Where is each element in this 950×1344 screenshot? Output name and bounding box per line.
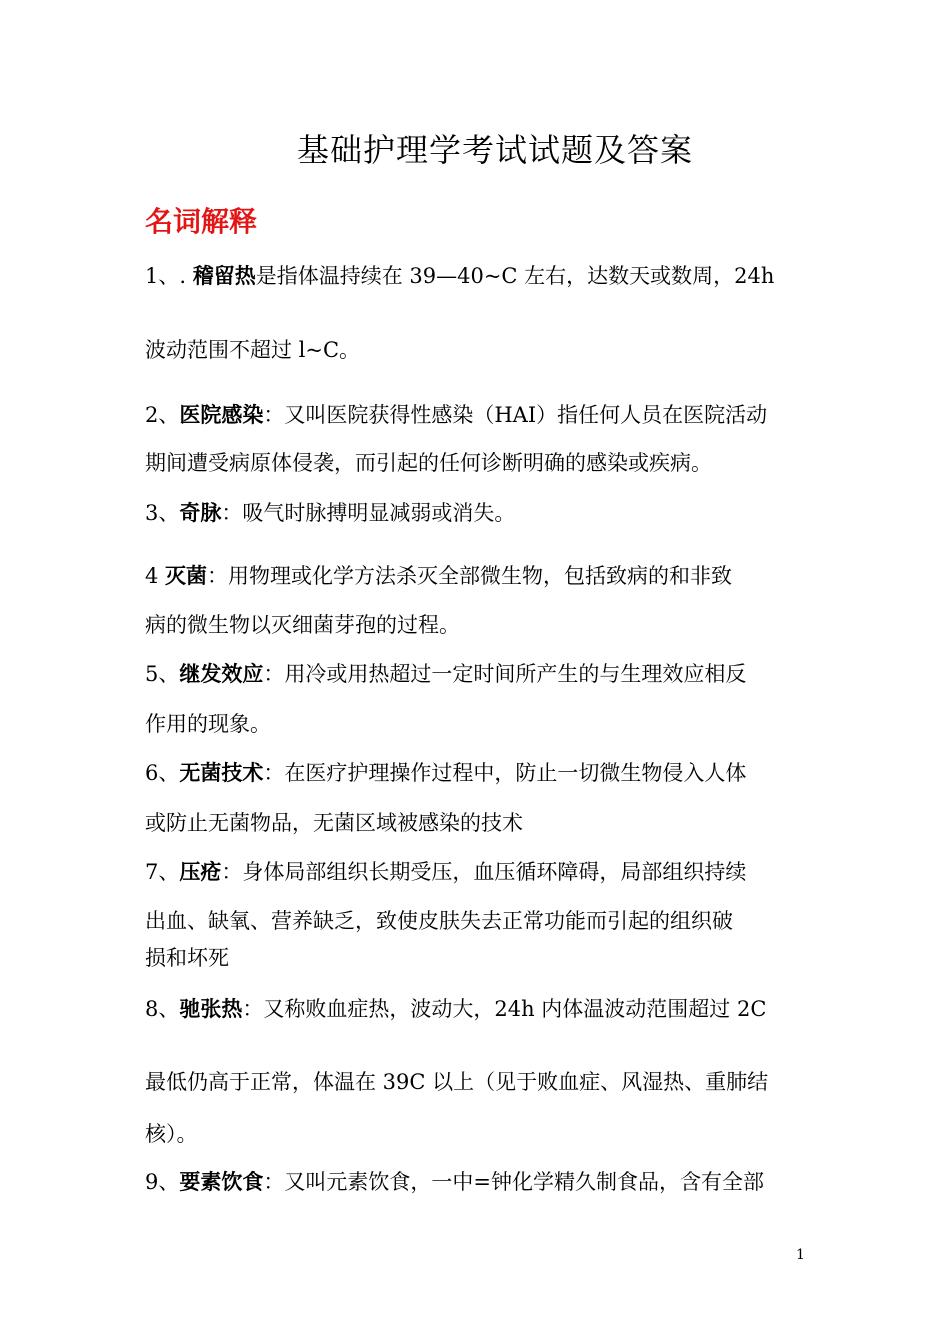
entry-6-line-2: 或防止无菌物品，无菌区域被感染的技术 — [145, 811, 523, 835]
entry-number: 5、 — [145, 662, 180, 686]
entry-term: 无菌技术 — [179, 761, 264, 785]
entry-text: ：身体局部组织长期受压，血压循环障碍，局部组织持续 — [221, 860, 747, 884]
entry-term: 压疮 — [179, 860, 222, 884]
entry-text: ：又称败血症热，波动大，24h 内体温波动范围超过 2C — [242, 997, 767, 1021]
entry-text: ：在医疗护理操作过程中，防止一切微生物侵入人体 — [263, 761, 747, 785]
entry-6-line-1 — [145, 758, 815, 788]
entry-8-line-2: 最低仍高于正常，体温在 39C 以上（见于败血症、风湿热、重肺结 — [145, 1070, 769, 1094]
entry-term: 灭菌 — [165, 564, 208, 588]
entry-text: ：用冷或用热超过一定时间所产生的与生理效应相反 — [263, 662, 747, 686]
entry-term: 继发效应 — [179, 662, 264, 686]
entry-2-line-2: 期间遭受病原体侵袭，而引起的任何诊断明确的感染或疾病。 — [145, 451, 712, 475]
entry-text: ：吸气时脉搏明显减弱或消失。 — [221, 501, 516, 525]
entry-number: 8、 — [145, 997, 180, 1021]
entry-term: 驰张热 — [179, 997, 243, 1021]
page-number: 1 — [796, 1247, 805, 1263]
entry-7-line-3: 损和坏死 — [145, 946, 229, 970]
entry-7-line-2: 出血、缺氧、营养缺乏，致使皮肤失去正常功能而引起的组织破 — [145, 909, 733, 933]
entry-9-line-1 — [145, 1167, 815, 1197]
entry-5-line-1 — [145, 659, 815, 689]
entry-term: 医院感染 — [179, 403, 264, 427]
entry-8-line-3: 核）。 — [145, 1122, 198, 1146]
entry-number: 1、. — [145, 264, 193, 288]
document-title: 基础护理学考试试题及答案 — [296, 131, 693, 169]
entry-7-line-1 — [145, 857, 815, 887]
entry-1-line-1 — [145, 261, 815, 291]
entry-number: 2、 — [145, 403, 180, 427]
entry-term: 奇脉 — [179, 501, 222, 525]
entry-term: 要素饮食 — [179, 1170, 264, 1194]
entry-number: 4 — [145, 564, 166, 588]
entry-4-line-1 — [145, 561, 815, 591]
entry-text: 是指体温持续在 39—40~C 左右，达数天或数周，24h — [255, 264, 775, 288]
entry-number: 3、 — [145, 501, 180, 525]
entry-8-line-1 — [145, 994, 815, 1024]
entry-text: ：又叫元素饮食，一中=钟化学精久制食品，含有全部 — [263, 1170, 764, 1194]
entry-2-line-1 — [145, 400, 815, 430]
section-heading: 名词解释 — [145, 205, 258, 238]
entry-term: 稽留热 — [192, 264, 256, 288]
entry-1-line-2: 波动范围不超过 l~C。 — [145, 338, 361, 362]
entry-number: 9、 — [145, 1170, 180, 1194]
entry-3-line-1 — [145, 498, 815, 528]
entry-text: ：用物理或化学方法杀灭全部微生物，包括致病的和非致 — [207, 564, 733, 588]
entry-text: ：又叫医院获得性感染（HAI）指任何人员在医院活动 — [263, 403, 768, 427]
entry-number: 7、 — [145, 860, 180, 884]
entry-4-line-2: 病的微生物以灭细菌芽孢的过程。 — [145, 613, 460, 637]
entry-5-line-2: 作用的现象。 — [145, 712, 271, 736]
entry-number: 6、 — [145, 761, 180, 785]
